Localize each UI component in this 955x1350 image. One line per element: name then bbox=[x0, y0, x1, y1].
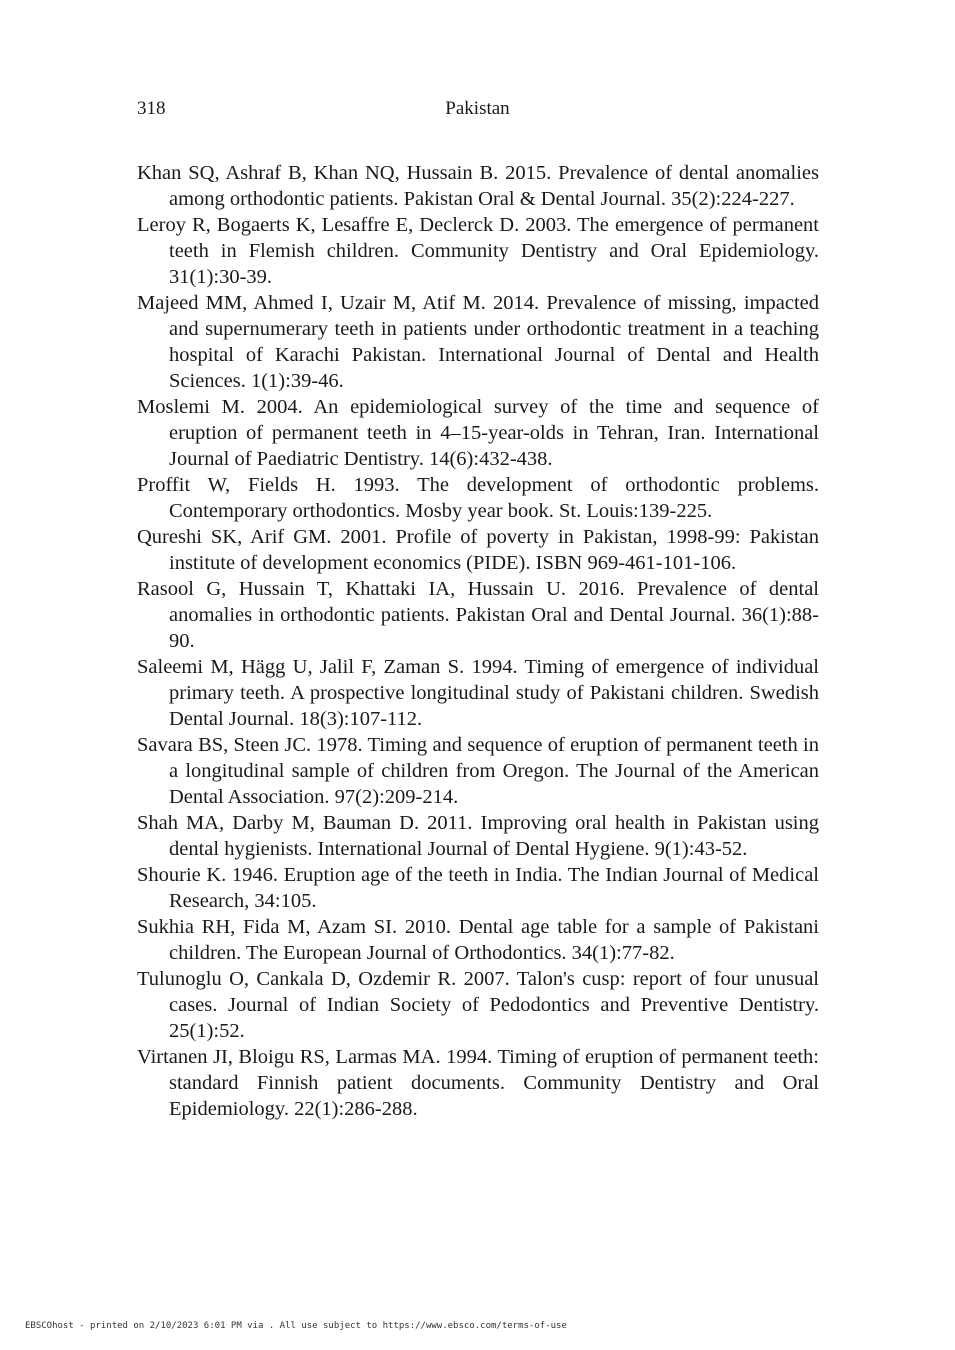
reference-item: Tulunoglu O, Cankala D, Ozdemir R. 2007. Talon's cusp: report of four unusual cases. Journal of Indian Society of Pedodontics and Preventive Dentistry. 25(1):52. bbox=[137, 968, 819, 1042]
running-title: Pakistan bbox=[445, 98, 510, 119]
reference-item: Moslemi M. 2004. An epidemiological survey of the time and sequence of eruption of permanent teeth in 4–15-year-olds in Tehran, Iran. International Journal of Paediatric Dentistry. 14(6):432-438. bbox=[137, 396, 819, 470]
reference-item: Virtanen JI, Bloigu RS, Larmas MA. 1994. Timing of eruption of permanent teeth: standard Finnish patient documents. Community Dentistry and Oral Epidemiology. 22(1):286-288. bbox=[137, 1046, 819, 1120]
reference-item: Shourie K. 1946. Eruption age of the teeth in India. The Indian Journal of Medical Research, 34:105. bbox=[137, 864, 819, 912]
reference-item: Savara BS, Steen JC. 1978. Timing and sequence of eruption of permanent teeth in a longitudinal sample of children from Oregon. The Journal of the American Dental Association. 97(2):209-214. bbox=[137, 734, 819, 808]
reference-list bbox=[137, 160, 819, 1122]
reference-item: Majeed MM, Ahmed I, Uzair M, Atif M. 2014. Prevalence of missing, impacted and supernumerary teeth in patients under orthodontic treatment in a teaching hospital of Karachi Pakistan. International Journal of Dental and Health Sciences. 1(1):39-46. bbox=[137, 292, 819, 392]
ebsco-footer: EBSCOhost - printed on 2/10/2023 6:01 PM via . All use subject to https://www.ebsco.com/terms-of-use bbox=[25, 1321, 567, 1331]
reference-item: Khan SQ, Ashraf B, Khan NQ, Hussain B. 2015. Prevalence of dental anomalies among orthodontic patients. Pakistan Oral & Dental Journal. 35(2):224-227. bbox=[137, 162, 819, 210]
reference-item: Sukhia RH, Fida M, Azam SI. 2010. Dental age table for a sample of Pakistani children. The European Journal of Orthodontics. 34(1):77-82. bbox=[137, 916, 819, 964]
reference-item: Qureshi SK, Arif GM. 2001. Profile of poverty in Pakistan, 1998-99: Pakistan institute of development economics (PIDE). ISBN 969-461-101-106. bbox=[137, 526, 819, 574]
page-number: 318 bbox=[137, 98, 166, 119]
reference-item: Leroy R, Bogaerts K, Lesaffre E, Declerck D. 2003. The emergence of permanent teeth in Flemish children. Community Dentistry and Oral Epidemiology. 31(1):30-39. bbox=[137, 214, 819, 288]
reference-item: Saleemi M, Hägg U, Jalil F, Zaman S. 1994. Timing of emergence of individual primary teeth. A prospective longitudinal study of Pakistani children. Swedish Dental Journal. 18(3):107-112. bbox=[137, 656, 819, 730]
reference-item: Proffit W, Fields H. 1993. The development of orthodontic problems. Contemporary orthodontics. Mosby year book. St. Louis:139-225. bbox=[137, 474, 819, 522]
reference-item: Shah MA, Darby M, Bauman D. 2011. Improving oral health in Pakistan using dental hygienists. International Journal of Dental Hygiene. 9(1):43-52. bbox=[137, 812, 819, 860]
reference-item: Rasool G, Hussain T, Khattaki IA, Hussain U. 2016. Prevalence of dental anomalies in orthodontic patients. Pakistan Oral and Dental Journal. 36(1):88-90. bbox=[137, 578, 819, 652]
